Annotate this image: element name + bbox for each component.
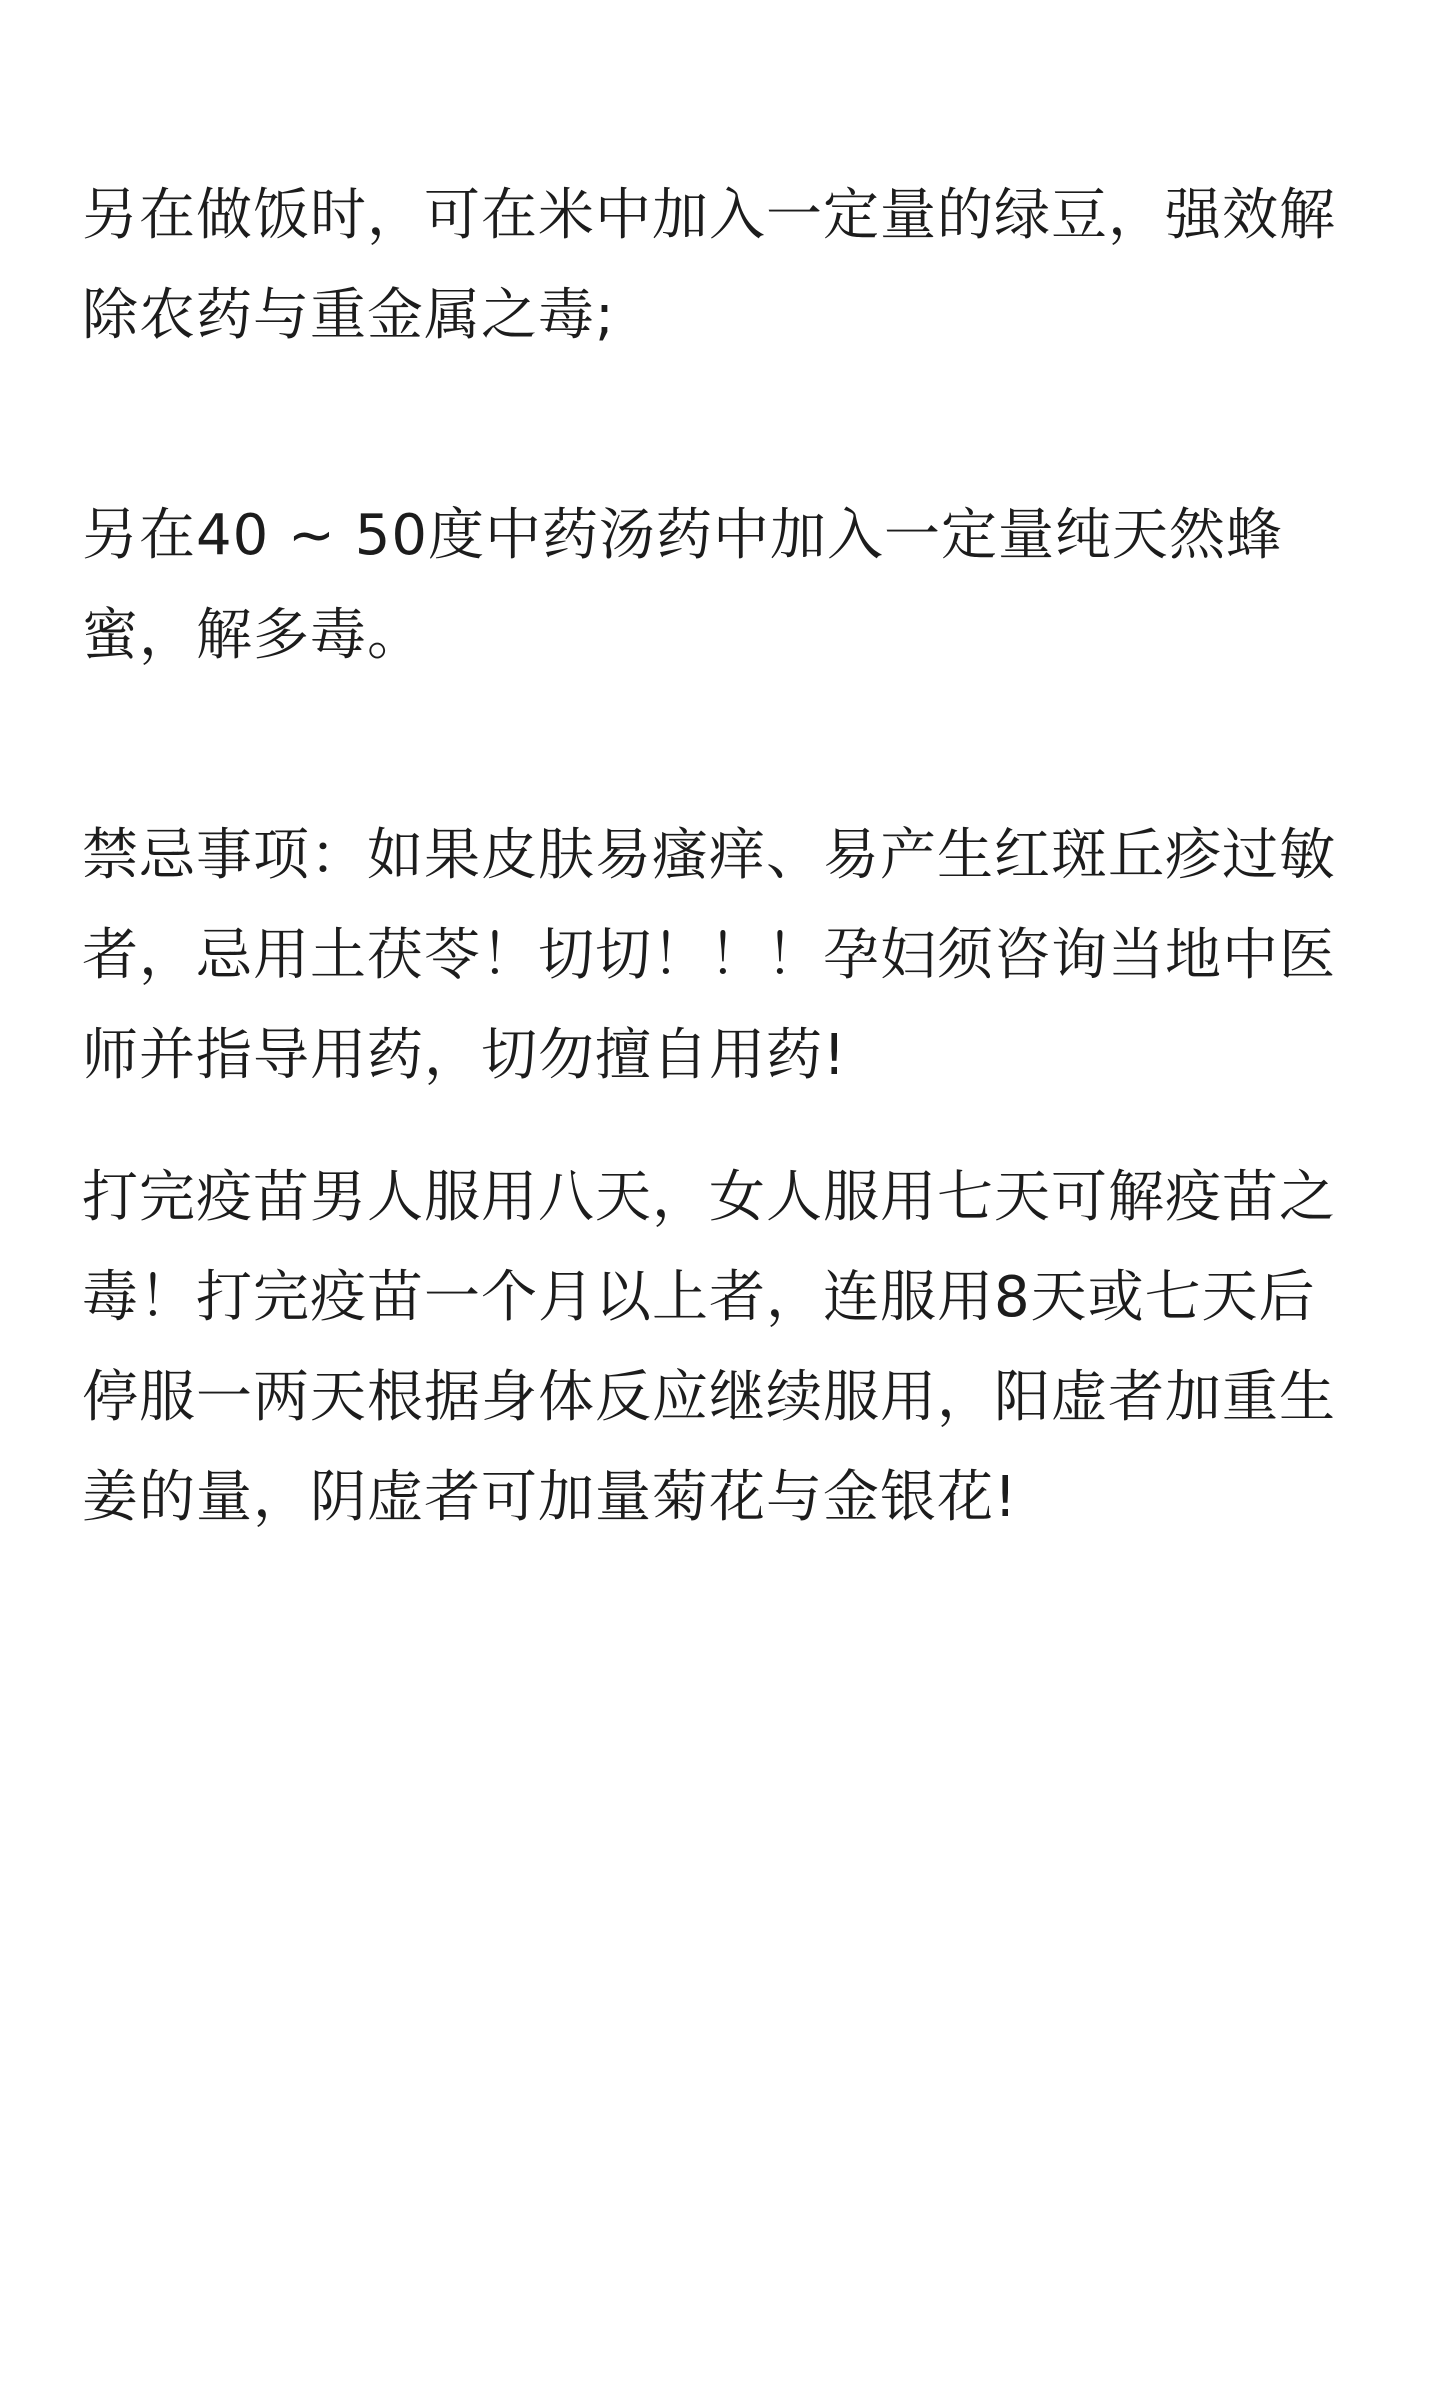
paragraph-vaccine-dosage: 打完疫苗男人服用八天，女人服用七天可解疫苗之毒！打完疫苗一个月以上者，连服用8天或七天后停服一两天根据身体反应继续服用，阳虚者加重生姜的量，阴虚者可加量菊花与金银花! bbox=[82, 1165, 1336, 1530]
paragraph-contraindications: 禁忌事项：如果皮肤易瘙痒、易产生红斑丘疹过敏者，忌用土茯苓！切切！！！孕妇须咨询当地中医师并指导用药，切勿擅自用药! bbox=[82, 823, 1336, 1088]
paragraph-honey-detox: 另在40 ~ 50度中药汤药中加入一定量纯天然蜂蜜，解多毒。 bbox=[82, 503, 1284, 668]
article-body bbox=[82, 166, 1372, 1548]
paragraph-mung-bean-detox: 另在做饭时，可在米中加入一定量的绿豆，强效解除农药与重金属之毒; bbox=[82, 183, 1336, 348]
